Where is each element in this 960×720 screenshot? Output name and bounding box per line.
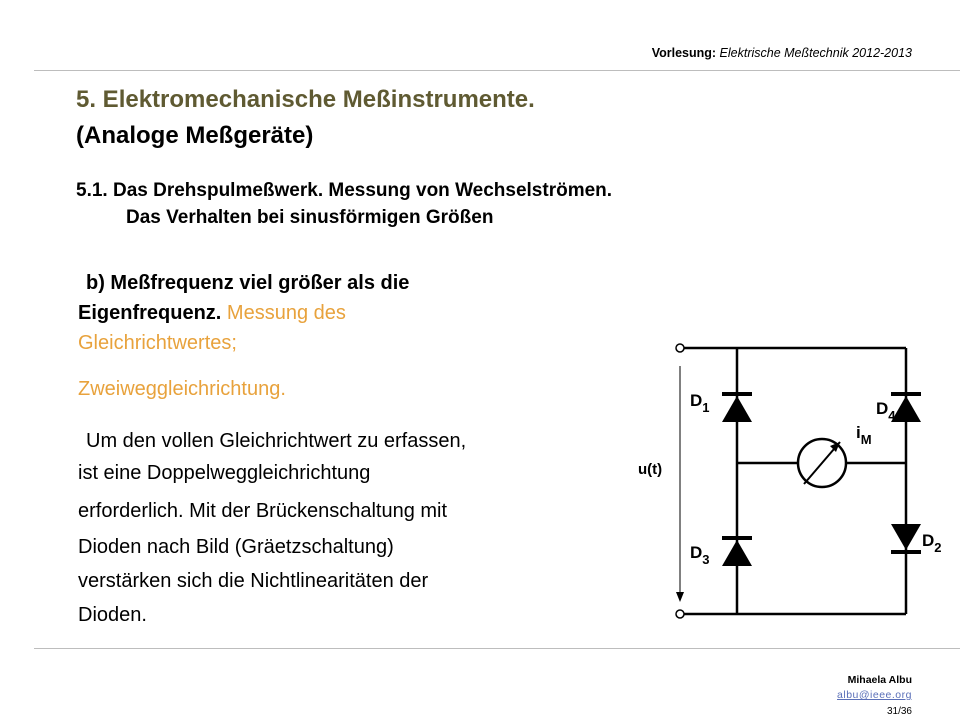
footer-divider (34, 648, 960, 649)
terminal-top (676, 344, 684, 352)
slide-title: 5. Elektromechanische Meßinstrumente. (76, 86, 535, 113)
diode-d1-icon (722, 396, 752, 422)
case-heading-bold: Eigenfrequenz. (78, 302, 222, 324)
course-name: Elektrische Meßtechnik 2012-2013 (719, 46, 912, 60)
course-header (652, 46, 912, 60)
paragraph-line: verstärken sich die Nichtlinearitäten der (78, 570, 429, 592)
diode-d3-bar (722, 536, 752, 540)
course-label: Vorlesung: (651, 46, 717, 60)
voltage-arrowhead (676, 592, 684, 602)
diode-d2-bar (891, 550, 921, 554)
label-d4: $D_4$ (876, 399, 896, 423)
case-heading-line1: b) Meßfrequenz viel größer als die (86, 272, 410, 294)
case-heading-orange: Messung des (221, 302, 346, 324)
terminal-bottom (676, 610, 684, 618)
author-email-link[interactable]: albu@ieee.org (837, 689, 912, 701)
label-d2: $D_2$ (922, 531, 942, 555)
rectification-type: Zweiweggleichrichtung. (78, 378, 286, 400)
case-heading-line2 (78, 302, 346, 325)
label-current: $i_M$ (856, 423, 872, 447)
bridge-rectifier-diagram (630, 326, 942, 626)
paragraph-line: erforderlich. Mit der Brückenschaltung mit (78, 500, 448, 522)
label-d3: $D_3$ (690, 543, 710, 567)
paragraph-line: Dioden nach Bild (Gräetzschaltung) (78, 536, 394, 558)
diode-d2-icon (891, 524, 921, 550)
section-heading-line2: Das Verhalten bei sinusförmigen Größen (126, 207, 494, 228)
diode-d1-bar (722, 392, 752, 396)
section-heading: 5.1. Das Drehspulmeßwerk. Messung von Wechselströmen. (76, 180, 613, 201)
header-divider (34, 70, 960, 71)
paragraph-line: ist eine Doppelweggleichrichtung (78, 462, 371, 484)
paragraph-line: Um den vollen Gleichrichtwert zu erfassen, (86, 430, 467, 452)
case-heading-line3: Gleichrichtwertes; (78, 332, 237, 354)
label-d1: $D_1$ (690, 391, 710, 415)
paragraph-line: Dioden. (78, 604, 147, 626)
author-name: Mihaela Albu (847, 674, 912, 686)
page-number: 31/36 (886, 706, 912, 717)
slide-title-sub: (Analoge Meßgeräte) (76, 122, 314, 149)
diode-d3-icon (722, 540, 752, 566)
label-voltage: u(t) (638, 461, 663, 478)
diode-d4-bar (891, 392, 921, 396)
